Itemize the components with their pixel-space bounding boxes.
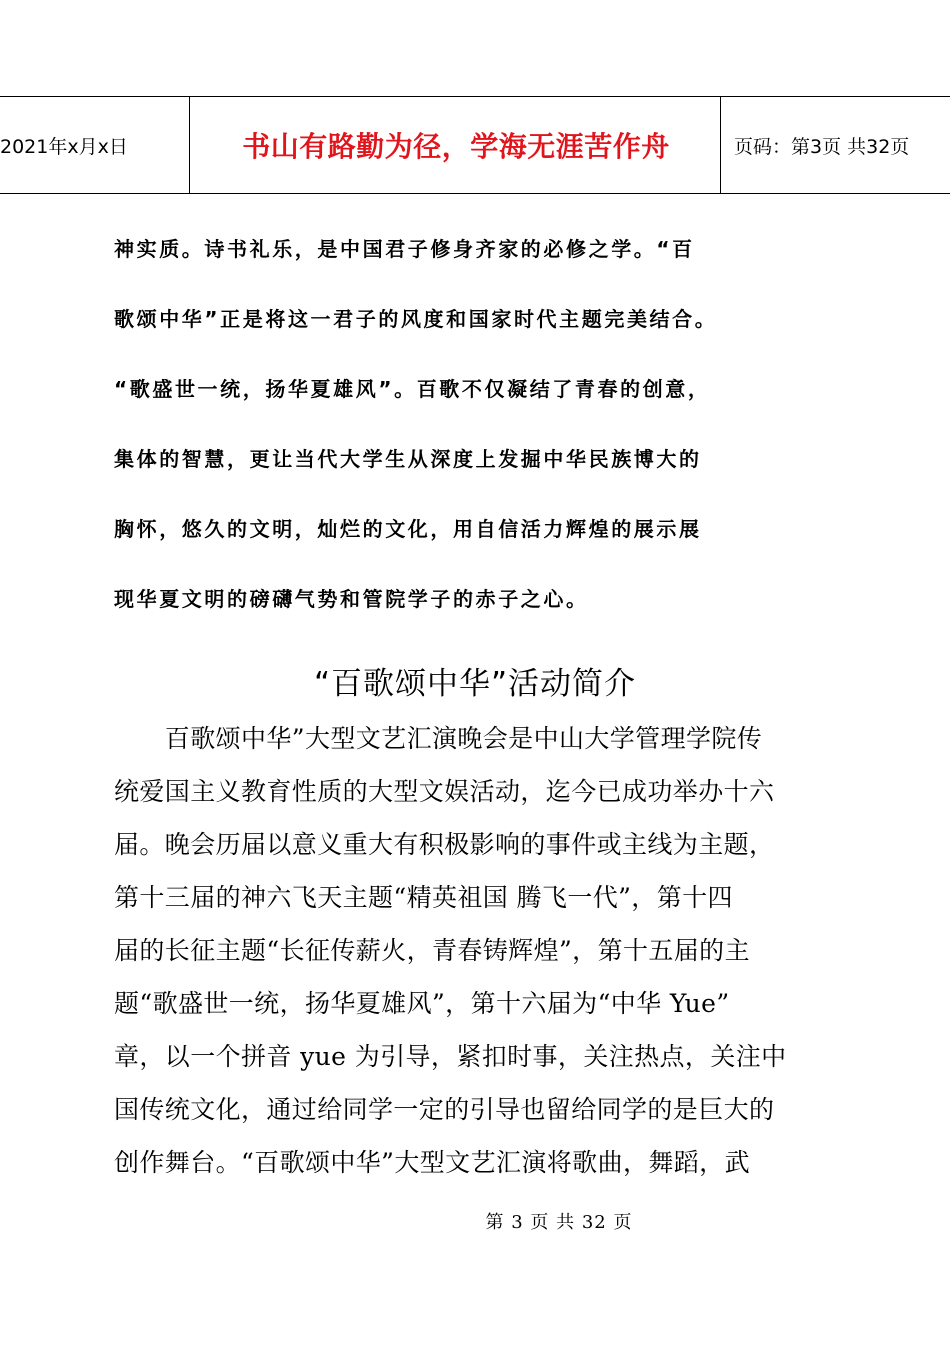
- intro-line: 现华夏文明的磅礴气势和管院学子的赤子之心。: [114, 587, 589, 611]
- body-line: 统爱国主义教育性质的大型文娱活动，迄今已成功举办十六: [114, 777, 775, 806]
- section-title: “百歌颂中华”活动简介: [313, 666, 637, 702]
- page-footer: 第 3 页 共 32 页: [485, 1212, 633, 1233]
- intro-line: 胸怀，悠久的文明，灿烂的文化，用自信活力辉煌的展示展: [114, 517, 702, 541]
- page-header: [0, 96, 950, 194]
- body-line: 题“歌盛世一统，扬华夏雄风”，第十六届为“中华 Yue”: [114, 989, 730, 1018]
- body-paragraph: [114, 712, 834, 1189]
- header-date: 2021年x月x日: [0, 97, 190, 193]
- body-line: 第十三届的神六飞天主题“精英祖国 腾飞一代”，第十四: [114, 883, 733, 912]
- body-line: 国传统文化，通过给同学一定的引导也留给同学的是巨大的: [114, 1095, 775, 1124]
- body-line: 创作舞台。“百歌颂中华”大型文艺汇演将歌曲，舞蹈，武: [114, 1148, 750, 1177]
- intro-line: 集体的智慧，更让当代大学生从深度上发掘中华民族博大的: [114, 447, 702, 471]
- body-line: 章，以一个拼音 yue 为引导，紧扣时事，关注热点，关注中: [114, 1042, 787, 1071]
- body-line: 届的长征主题“长征传薪火，青春铸辉煌”，第十五届的主: [114, 936, 750, 965]
- intro-line: 歌颂中华”正是将这一君子的风度和国家时代主题完美结合。: [114, 307, 718, 331]
- intro-line: “歌盛世一统，扬华夏雄风”。百歌不仅凝结了青春的创意，: [114, 377, 711, 401]
- body-line: 届。晚会历届以意义重大有积极影响的事件或主线为主题，: [114, 830, 775, 859]
- body-line: 百歌颂中华”大型文艺汇演晚会是中山大学管理学院传: [114, 724, 763, 753]
- header-motto: 书山有路勤为径，学海无涯苦作舟: [192, 97, 721, 193]
- intro-line: 神实质。诗书礼乐，是中国君子修身齐家的必修之学。“百: [114, 237, 695, 261]
- intro-paragraph: [114, 214, 844, 634]
- header-page-info: 页码：第3页 共32页: [734, 135, 910, 158]
